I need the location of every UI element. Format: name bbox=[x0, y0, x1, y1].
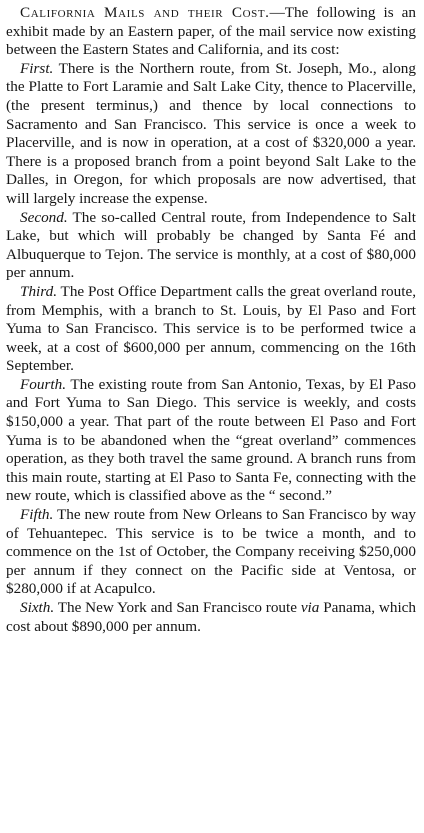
section-fourth-text: The existing route from San Antonio, Texas, by El Paso and Fort Yuma to San Diego. This service is weekly, and costs $150,000 a year. That part of the route between El Paso and Fort Yuma is to be abandoned when the “great overland” commences operation, as they both travel the same ground. A branch runs from this main route, starting at El Paso to Santa Fe, connecting with the new route, which is classified above as the “ second.” bbox=[6, 375, 416, 505]
section-sixth-ordinal: Sixth. bbox=[20, 599, 55, 616]
section-sixth-via: via bbox=[300, 599, 320, 616]
section-third-text: The Post Office Department calls the great overland route, from Memphis, with a branch to St. Louis, by El Paso and Fort Yuma to San Francisco. This service is to be performed twice a week, at a cost of $600,000 per annum, commencing on the 16th September. bbox=[6, 282, 416, 375]
section-third-paragraph bbox=[6, 283, 416, 376]
section-fifth-ordinal: Fifth. bbox=[20, 506, 54, 524]
section-sixth-text-after: Panama, which cost about $890,000 per annum. bbox=[6, 599, 416, 635]
section-sixth-text-before: The New York and San Francisco route bbox=[54, 599, 301, 616]
section-second-text: The so-called Central route, from Independence to Salt Lake, but which will probably be changed by Santa Fé and Albuquerque to Tejon. The service is monthly, at a cost of $80,000 per annum. bbox=[6, 208, 416, 282]
section-first-text: There is the Northern route, from St. Joseph, Mo., along the Platte to Fort Laramie and Salt Lake City, thence to Placerville, (the present terminus,) and thence by local connections to Sacramento and San Francisco. This service is once a week to Placerville, and is now in operation, at a cost of $320,000 a year. There is a proposed branch from a point beyond Salt Lake to the Dalles, in Oregon, for which proposals are now advertised, that will largely increase the expense. bbox=[6, 59, 416, 207]
section-third-ordinal: Third. bbox=[20, 282, 57, 300]
section-fifth-paragraph bbox=[6, 506, 416, 599]
section-second-paragraph bbox=[6, 209, 416, 283]
section-second-ordinal: Second. bbox=[20, 208, 68, 226]
section-first-paragraph bbox=[6, 60, 416, 209]
section-fourth-paragraph bbox=[6, 376, 416, 506]
section-first-ordinal: First. bbox=[20, 59, 54, 77]
section-fourth-ordinal: Fourth. bbox=[20, 375, 66, 393]
article-headline: California Mails and their Cost. bbox=[20, 4, 270, 21]
section-fifth-text: The new route from New Orleans to San Francisco by way of Tehuantepec. This service is to be twice a month, and to commence on the 1st of October, the Company receiving $250,000 per annum if they connect on the Pacific side at Ventosa, or $280,000 if at Acapulco. bbox=[6, 506, 416, 598]
section-sixth-paragraph bbox=[6, 599, 416, 636]
article-intro-paragraph bbox=[6, 4, 416, 60]
article-intro-text: —The following is an exhibit made by an Eastern paper, of the mail service now existing between the Eastern States and California, and its cost: bbox=[6, 4, 416, 59]
